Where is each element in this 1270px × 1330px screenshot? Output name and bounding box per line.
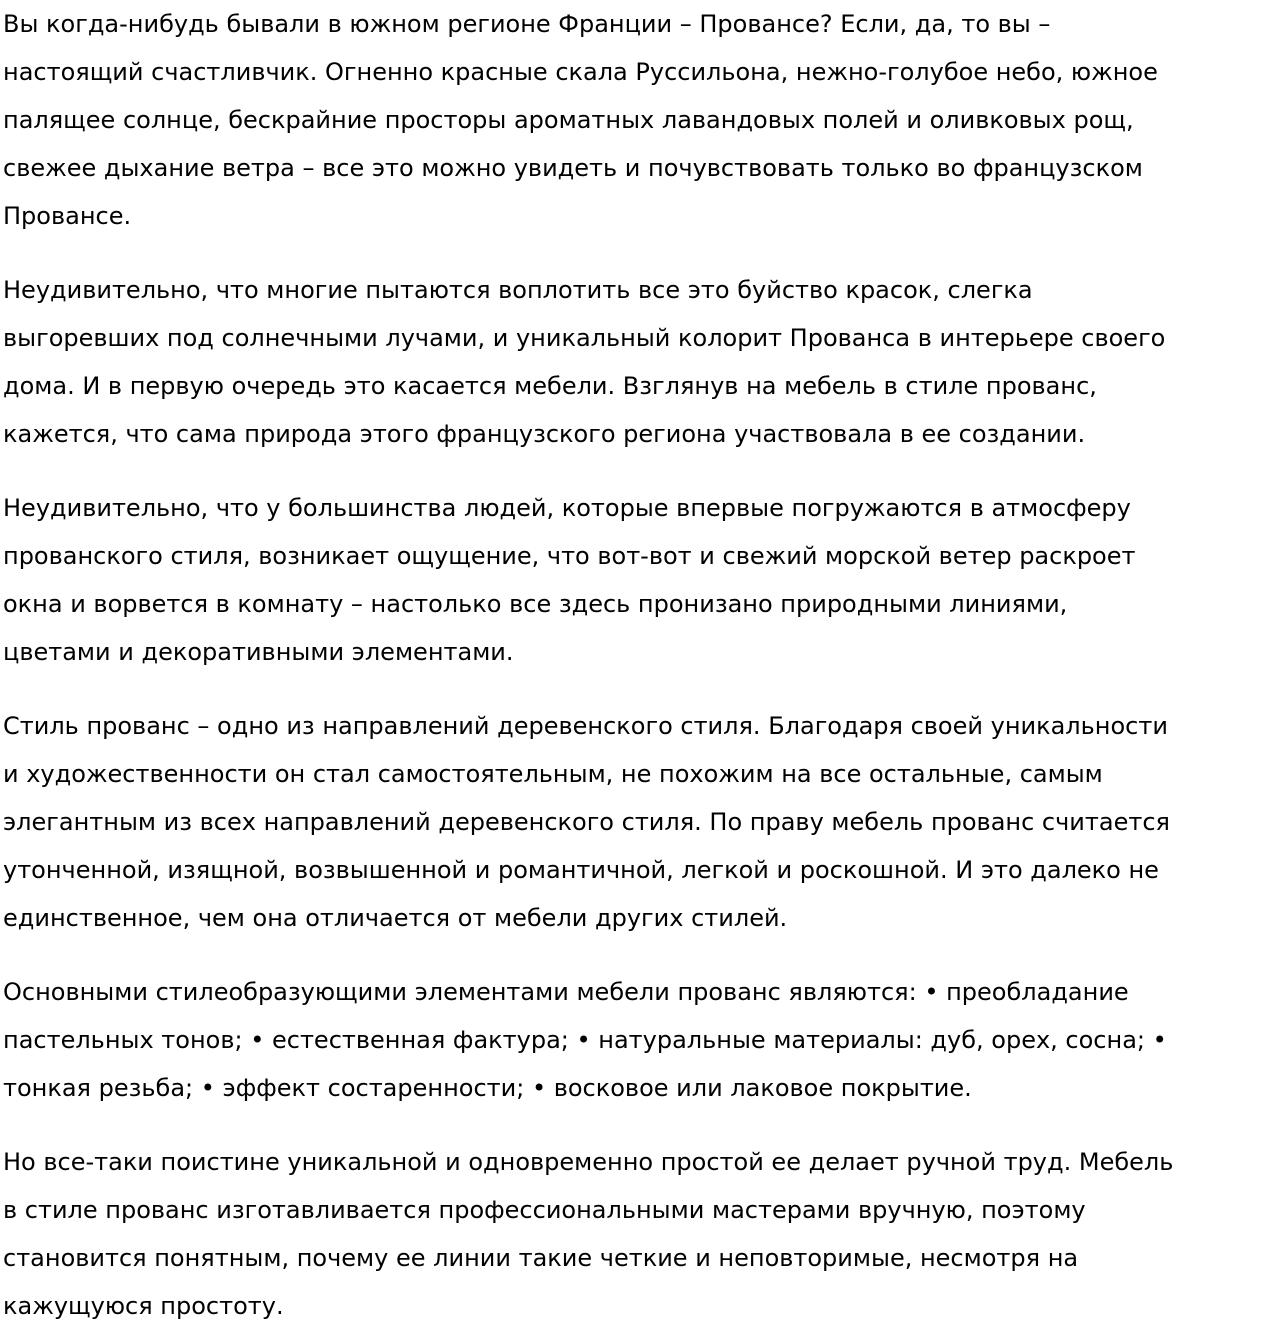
text-line: палящее солнце, бескрайние просторы ароматных лавандовых полей и оливковых рощ, xyxy=(3,106,1134,134)
text-line: тонкая резьба; • эффект состаренности; • восковое или лаковое покрытие. xyxy=(3,1074,972,1102)
text-line: Основными стилеобразующими элементами мебели прованс являются: • преобладание xyxy=(3,978,1129,1006)
text-line: прованского стиля, возникает ощущение, что вот-вот и свежий морской ветер раскроет xyxy=(3,542,1136,570)
text-line: свежее дыхание ветра – все это можно увидеть и почувствовать только во французском xyxy=(3,154,1143,182)
paragraph-interior-colors xyxy=(3,266,1270,458)
text-line: Вы когда-нибудь бывали в южном регионе Франции – Провансе? Если, да, то вы – xyxy=(3,10,1051,38)
text-line: становится понятным, почему ее линии такие четкие и неповторимые, несмотря на xyxy=(3,1244,1079,1272)
paragraph-atmosphere xyxy=(3,484,1270,676)
text-line: элегантным из всех направлений деревенского стиля. По праву мебель прованс считается xyxy=(3,808,1170,836)
text-line: окна и ворвется в комнату – настолько все здесь пронизано природными линиями, xyxy=(3,590,1068,618)
text-line: дома. И в первую очередь это касается мебели. Взглянув на мебель в стиле прованс, xyxy=(3,372,1097,400)
text-line: Неудивительно, что у большинства людей, которые впервые погружаются в атмосферу xyxy=(3,494,1131,522)
text-line: единственное, чем она отличается от мебели других стилей. xyxy=(3,904,788,932)
text-line: Стиль прованс – одно из направлений деревенского стиля. Благодаря своей уникальности xyxy=(3,712,1168,740)
text-line: Провансе. xyxy=(3,202,132,230)
text-line: утонченной, изящной, возвышенной и романтичной, легкой и роскошной. И это далеко не xyxy=(3,856,1159,884)
text-line: цветами и декоративными элементами. xyxy=(3,638,514,666)
text-line: кажется, что сама природа этого французского региона участвовала в ее создании. xyxy=(3,420,1086,448)
text-line: Неудивительно, что многие пытаются воплотить все это буйство красок, слегка xyxy=(3,276,1033,304)
paragraph-style-description xyxy=(3,702,1270,942)
text-line: пастельных тонов; • естественная фактура; • натуральные материалы: дуб, орех, сосна; • xyxy=(3,1026,1167,1054)
text-line: выгоревших под солнечными лучами, и уникальный колорит Прованса в интерьере своего xyxy=(3,324,1166,352)
text-line: в стиле прованс изготавливается профессиональными мастерами вручную, поэтому xyxy=(3,1196,1086,1224)
text-line: кажущуюся простоту. xyxy=(3,1292,284,1320)
paragraph-style-elements-list xyxy=(3,968,1270,1112)
text-line: настоящий счастливчик. Огненно красные скала Руссильона, нежно-голубое небо, южное xyxy=(3,58,1158,86)
text-line: Но все-таки поистине уникальной и одновременно простой ее делает ручной труд. Мебель xyxy=(3,1148,1174,1176)
text-line: и художественности он стал самостоятельным, не похожим на все остальные, самым xyxy=(3,760,1103,788)
paragraph-handmade xyxy=(3,1138,1270,1330)
paragraph-intro-provence xyxy=(3,0,1270,240)
